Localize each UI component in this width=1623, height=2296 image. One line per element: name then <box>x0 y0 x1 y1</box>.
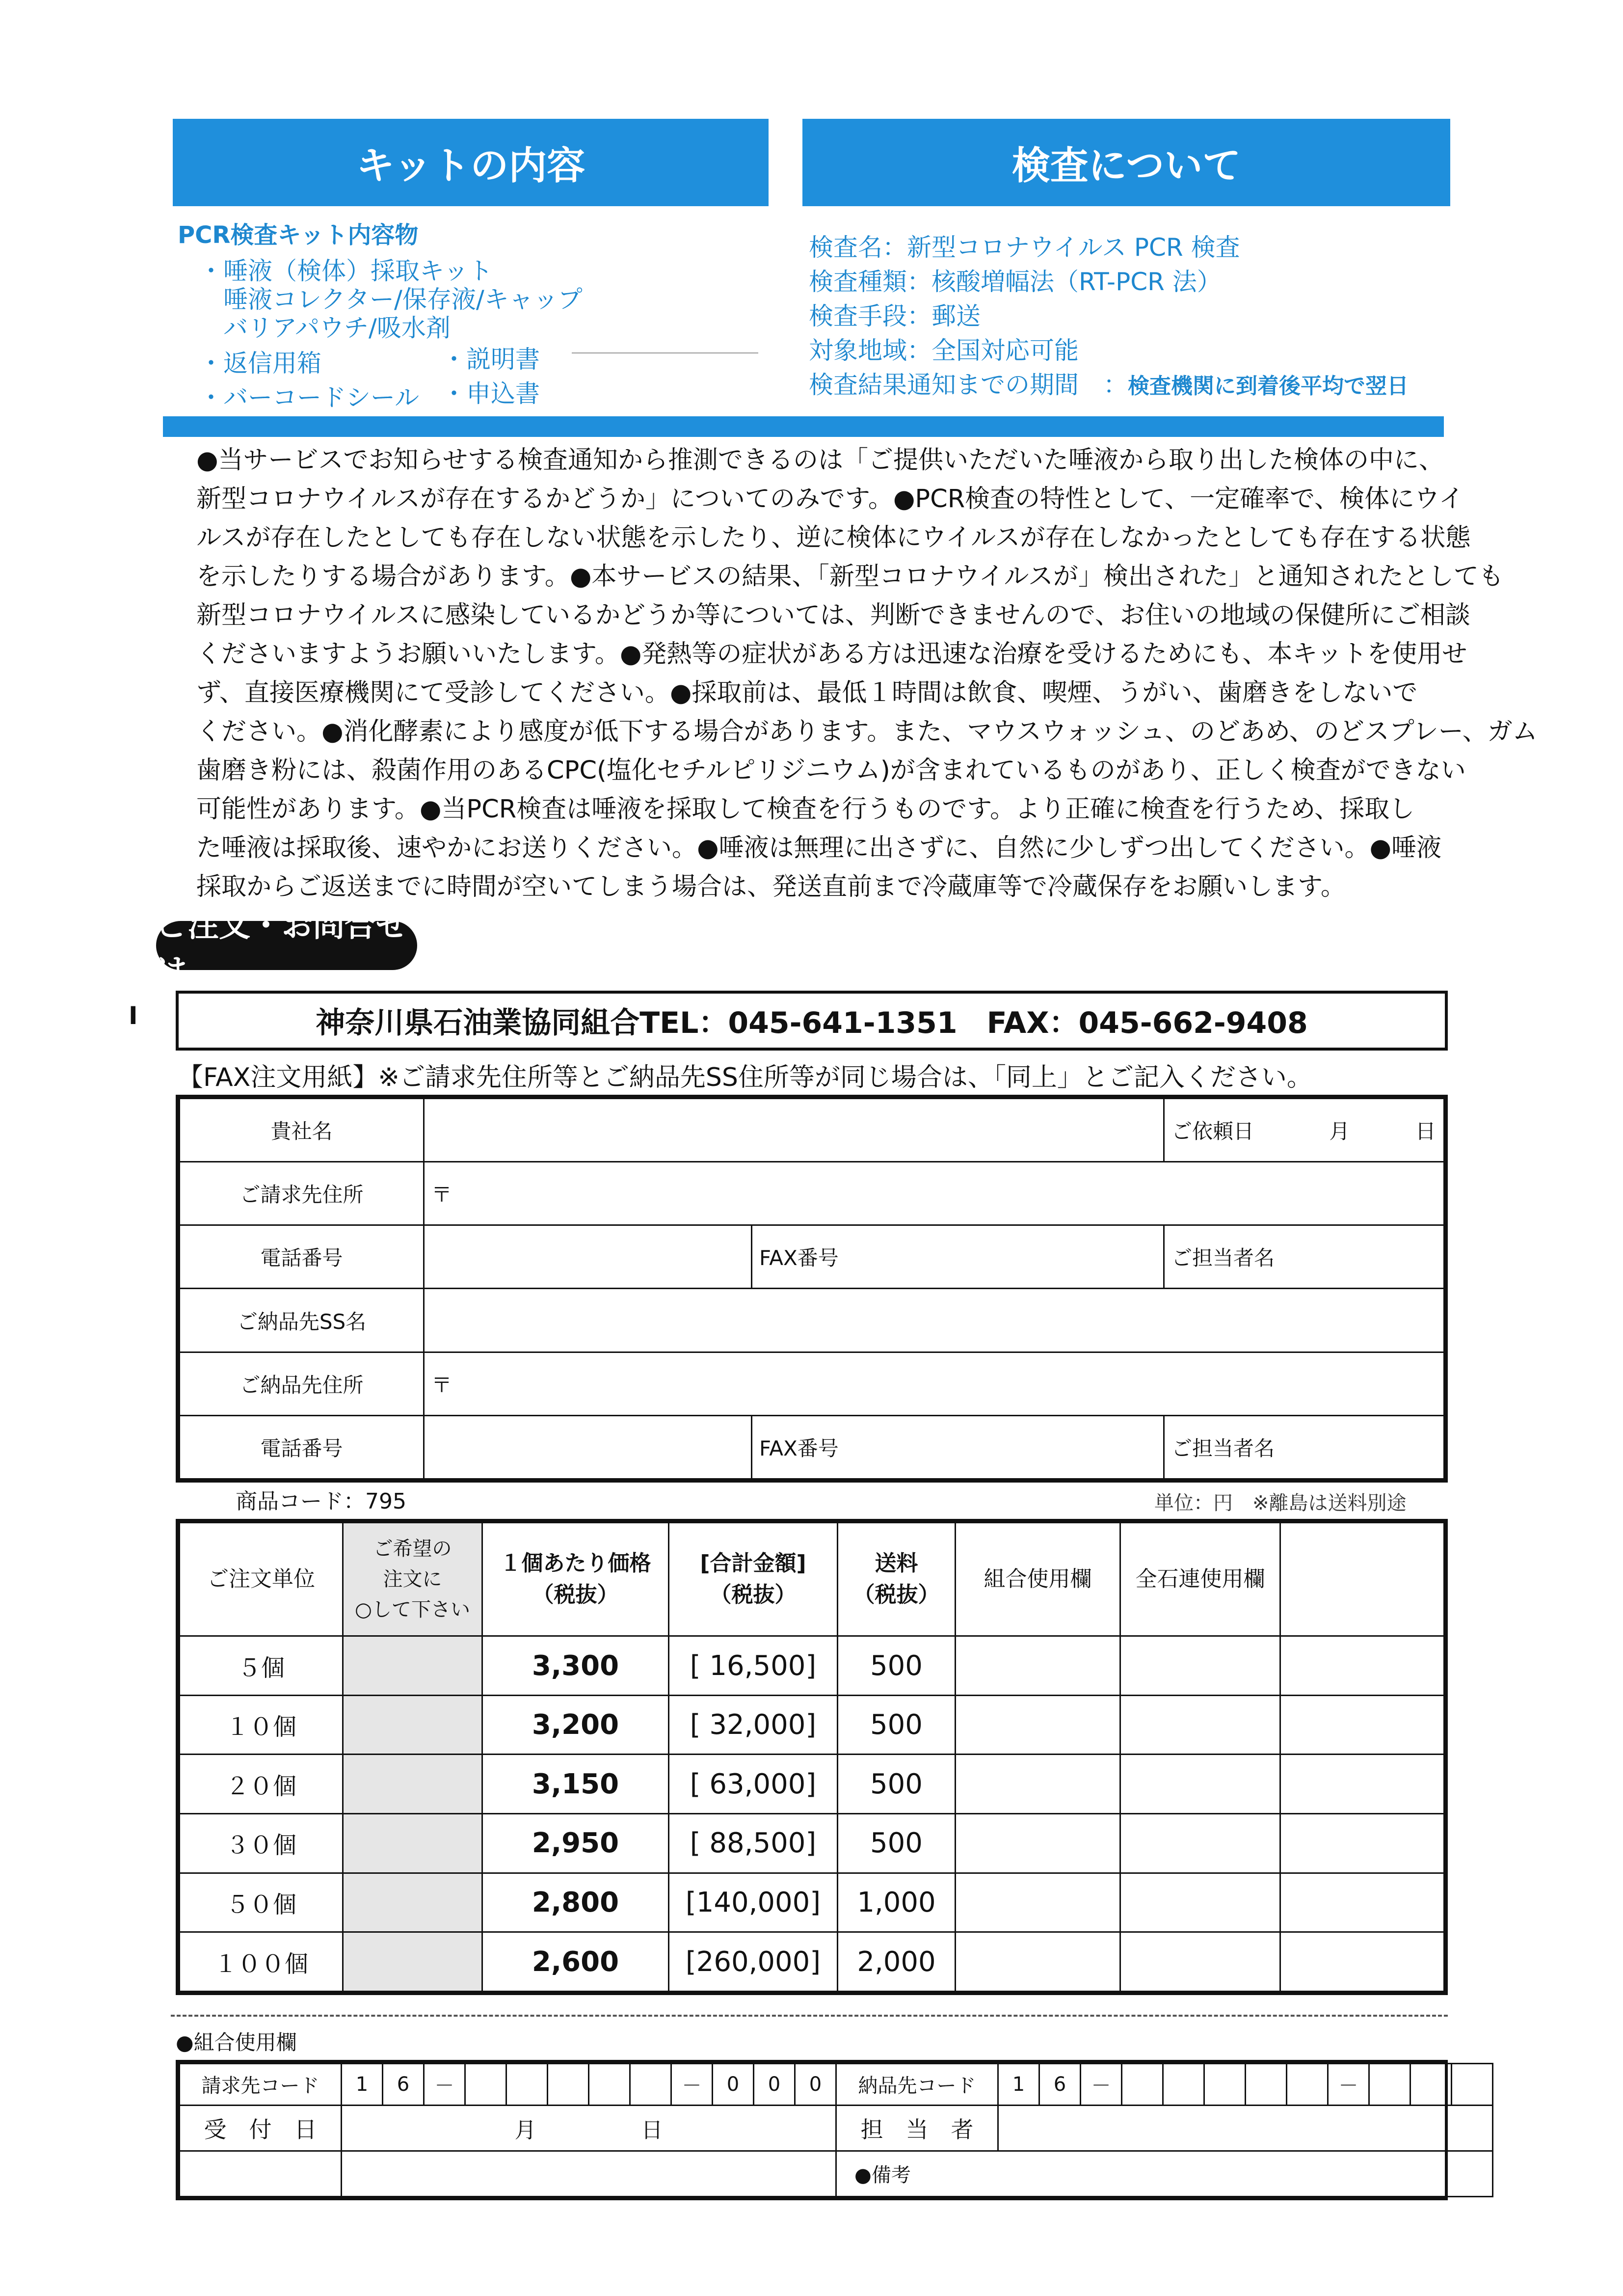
margin-mark: I <box>129 1001 138 1030</box>
delivery-code-label: 納品先コード <box>836 2064 998 2106</box>
billing-code-label: 請求先コード <box>180 2064 342 2106</box>
contact-box: 神奈川県石油業協同組合TEL：045-641-1351 FAX：045-662-9408 <box>176 991 1448 1051</box>
notice-line: た唾液は採取後、速やかにお送りください。●唾液は無理に出さずに、自然に少しずつ出してください。●唾液 <box>196 834 1442 863</box>
contact-person-label: ご担当者名 <box>1171 1246 1275 1270</box>
blank-cell <box>1280 1814 1444 1873</box>
union-use-header: 組合使用欄 <box>956 1523 1120 1636</box>
unit-cell: １００個 <box>180 1932 343 1992</box>
notice-text <box>196 441 1538 906</box>
unit-cell: ５個 <box>180 1636 343 1696</box>
customer-form <box>176 1095 1448 1483</box>
shipping-cell: 1,000 <box>838 1873 956 1932</box>
delivery-digit[interactable] <box>1452 2064 1493 2106</box>
phone-label: 電話番号 <box>180 1225 424 1289</box>
delivery-digit[interactable] <box>1246 2064 1287 2106</box>
unit-cell: ２０個 <box>180 1755 343 1814</box>
notice-line: ください。●消化酵素により感度が低下する場合があります。また、マウスウォッシュ、のどあめ、のどスプレー、ガム <box>196 717 1538 746</box>
dashed-separator <box>171 2015 1448 2017</box>
price-header-line: １個あたり価格 <box>500 1551 651 1576</box>
fax-note: 【FAX注文用紙】※ご請求先住所等とご納品先SS住所等が同じ場合は、「同上」とご記入ください。 <box>178 1063 1312 1092</box>
delivery-digit[interactable] <box>1122 2064 1163 2106</box>
shipping-header-line: （税抜） <box>853 1582 940 1608</box>
notice-line: 新型コロナウイルスが存在するかどうか」についてのみです。●PCR検査の特性として、一定確率で、検体にウイ <box>196 485 1464 513</box>
contact-person-input[interactable] <box>1164 1225 1444 1289</box>
month-label: 月 <box>1329 1119 1350 1144</box>
shipping-header-line: 送料 <box>875 1551 918 1576</box>
ss-name-label: ご納品先SS名 <box>180 1289 424 1352</box>
table-row <box>180 1755 1444 1814</box>
delivery-digit[interactable]: － <box>1328 2064 1369 2106</box>
unit-cell: ３０個 <box>180 1814 343 1873</box>
delivery-digit[interactable] <box>1204 2064 1246 2106</box>
table-row <box>180 1636 1444 1696</box>
table-row <box>180 1814 1444 1873</box>
table-row <box>180 1873 1444 1932</box>
table-row <box>180 1695 1444 1755</box>
total-cell: [ 32,000] <box>669 1695 838 1755</box>
exam-line: 検査名：新型コロナウイルス PCR 検査 <box>809 233 1240 262</box>
blank-cell <box>1280 1932 1444 1992</box>
zensekiren-cell <box>1120 1873 1280 1932</box>
ship-address-label: ご納品先住所 <box>180 1352 424 1415</box>
price-header <box>482 1523 669 1636</box>
price-cell: 3,150 <box>482 1755 669 1814</box>
company-input[interactable] <box>424 1099 1164 1162</box>
total-header-line: （税抜） <box>710 1582 797 1608</box>
price-header-line: （税抜） <box>532 1582 619 1608</box>
billing-digit[interactable]: － <box>424 2064 465 2106</box>
kit-title: PCR検査キット内容物 <box>178 221 419 249</box>
fax-label: FAX番号 <box>759 1246 839 1270</box>
postal-mark: 〒 <box>431 1183 452 1207</box>
kit-line: ・バーコードシール <box>199 383 419 412</box>
blue-bar <box>163 416 1444 437</box>
union-cell <box>956 1755 1120 1814</box>
blank-cell <box>1280 1695 1444 1755</box>
exam-header: 検査について <box>802 119 1450 206</box>
product-code: 商品コード：795 <box>236 1489 406 1514</box>
divider <box>572 352 758 353</box>
kit-line: ・説明書 <box>442 345 540 374</box>
price-table-box <box>176 1519 1448 1995</box>
exam-line <box>809 365 1409 401</box>
kit-header: キットの内容 <box>173 119 769 206</box>
bill-address-label: ご請求先住所 <box>180 1162 424 1225</box>
received-date-input[interactable] <box>342 2105 836 2151</box>
ship-fax-input[interactable] <box>752 1415 1164 1479</box>
customer-form-table <box>179 1098 1445 1480</box>
ship-address-input[interactable] <box>424 1352 1444 1415</box>
table-row <box>180 1932 1444 1992</box>
remarks-label: ●備考 <box>854 2164 911 2187</box>
wish-cell[interactable] <box>343 1814 482 1873</box>
billing-digit[interactable]: 0 <box>713 2064 754 2106</box>
wish-header-line: ご希望の <box>373 1538 452 1561</box>
price-cell: 2,950 <box>482 1814 669 1873</box>
union-cell <box>956 1814 1120 1873</box>
union-cell <box>956 1695 1120 1755</box>
delivery-digit[interactable] <box>1163 2064 1204 2106</box>
price-table <box>179 1522 1445 1992</box>
billing-digit[interactable] <box>548 2064 589 2106</box>
fax-label: FAX番号 <box>759 1436 839 1460</box>
request-date-cell[interactable] <box>1164 1099 1444 1162</box>
zensekiren-cell <box>1120 1636 1280 1696</box>
zensekiren-cell <box>1120 1755 1280 1814</box>
shipping-cell: 500 <box>838 1814 956 1873</box>
contact-person-label: ご担当者名 <box>1171 1436 1275 1460</box>
billing-digit[interactable]: 0 <box>754 2064 795 2106</box>
exam-line: 検査種類：核酸増幅法（RT-PCR 法） <box>809 268 1222 296</box>
ship-phone-label: 電話番号 <box>180 1415 424 1479</box>
billing-digit[interactable]: 6 <box>383 2064 424 2106</box>
price-cell: 3,300 <box>482 1636 669 1696</box>
blank-cell <box>1280 1873 1444 1932</box>
order-badge: ご注文・お問合せは <box>156 921 417 970</box>
delivery-digit[interactable] <box>1287 2064 1328 2106</box>
total-cell: [ 63,000] <box>669 1755 838 1814</box>
billing-digit[interactable] <box>506 2064 548 2106</box>
wish-cell[interactable] <box>343 1755 482 1814</box>
blank-cell <box>1280 1755 1444 1814</box>
exam-period-value: 検査機関に到着後平均で翌日 <box>1128 374 1409 399</box>
price-cell: 3,200 <box>482 1695 669 1755</box>
billing-digit[interactable]: 0 <box>795 2064 836 2106</box>
total-cell: [260,000] <box>669 1932 838 1992</box>
billing-digit[interactable] <box>630 2064 671 2106</box>
request-date-label: ご依頼日 <box>1171 1119 1254 1144</box>
delivery-digit[interactable] <box>1369 2064 1410 2106</box>
received-date-label: 受 付 日 <box>180 2105 342 2151</box>
month-label: 月 <box>514 2117 536 2143</box>
notice-line: ず、直接医療機関にて受診してください。●採取前は、最低１時間は飲食、喫煙、うがい、歯磨きをしないで <box>196 678 1418 707</box>
delivery-digit[interactable]: 6 <box>1039 2064 1081 2106</box>
unit-cell: １０個 <box>180 1695 343 1755</box>
notice-line: くださいますようお願いいたします。●発熱等の症状がある方は迅速な治療を受けるためにも、本キットを使用せ <box>196 640 1467 669</box>
union-table-box <box>176 2060 1448 2200</box>
price-cell: 2,600 <box>482 1932 669 1992</box>
bill-address-input[interactable] <box>424 1162 1444 1225</box>
kit-line: 唾液コレクター/保存液/キャップ <box>223 285 583 314</box>
total-header-line: [合計金額] <box>700 1551 806 1576</box>
fax-input[interactable] <box>752 1225 1164 1289</box>
union-cell <box>956 1636 1120 1696</box>
billing-digit[interactable]: 1 <box>342 2064 383 2106</box>
company-label: 貴社名 <box>180 1099 424 1162</box>
wish-cell[interactable] <box>343 1695 482 1755</box>
kit-line: ・返信用箱 <box>199 349 321 378</box>
zensekiren-cell <box>1120 1814 1280 1873</box>
kit-line: ・申込書 <box>442 379 540 408</box>
zensekiren-cell <box>1120 1695 1280 1755</box>
wish-cell[interactable] <box>343 1873 482 1932</box>
zensekiren-header: 全石連使用欄 <box>1120 1523 1280 1636</box>
blank-cell <box>180 2151 342 2196</box>
union-cell <box>956 1873 1120 1932</box>
notice-line: ルスが存在したとしても存在しない状態を示したり、逆に検体にウイルスが存在しなかったとしても存在する状態 <box>196 523 1471 552</box>
ss-name-input[interactable] <box>424 1289 1444 1352</box>
person-label: 担 当 者 <box>836 2105 998 2151</box>
total-header <box>669 1523 838 1636</box>
unit-note: 単位：円 ※離島は送料別途 <box>1154 1492 1407 1514</box>
blank-cell <box>342 2151 836 2196</box>
wish-cell[interactable] <box>343 1636 482 1696</box>
ship-phone-input[interactable] <box>424 1415 752 1479</box>
billing-digit[interactable] <box>465 2064 506 2106</box>
notice-line: を示したりする場合があります。●本サービスの結果、「新型コロナウイルスが」検出された」と通知されたとしても <box>196 562 1504 591</box>
union-cell <box>956 1932 1120 1992</box>
notice-line: 可能性があります。●当PCR検査は唾液を採取して検査を行うものです。より正確に検査を行うため、採取し <box>196 795 1415 824</box>
delivery-digit[interactable]: 1 <box>998 2064 1039 2106</box>
billing-digit[interactable]: － <box>671 2064 713 2106</box>
phone-input[interactable] <box>424 1225 752 1289</box>
notice-line: ●当サービスでお知らせする検査通知から推測できるのは「ご提供いただいた唾液から取り出した検体の中に、 <box>196 446 1444 475</box>
postal-mark: 〒 <box>431 1373 452 1397</box>
blank-header <box>1280 1523 1444 1636</box>
price-cell: 2,800 <box>482 1873 669 1932</box>
total-cell: [ 88,500] <box>669 1814 838 1873</box>
shipping-cell: 500 <box>838 1636 956 1696</box>
wish-header-line: 注文に <box>383 1568 442 1591</box>
day-label: 日 <box>641 2117 663 2143</box>
exam-period-label: 検査結果通知までの期間 ： <box>809 371 1128 399</box>
person-input[interactable] <box>998 2105 1493 2151</box>
shipping-header <box>838 1523 956 1636</box>
wish-header-line: ○して下さい <box>355 1598 470 1621</box>
blank-cell <box>1280 1636 1444 1696</box>
shipping-cell: 500 <box>838 1755 956 1814</box>
notice-line: 新型コロナウイルスに感染しているかどうか等については、判断できませんので、お住いの地域の保健所にご相談 <box>196 601 1470 630</box>
ship-contact-input[interactable] <box>1164 1415 1444 1479</box>
billing-digit[interactable] <box>589 2064 630 2106</box>
notice-line: 採取からご返送までに時間が空いてしまう場合は、発送直前まで冷蔵庫等で冷蔵保存をお願いします。 <box>196 872 1346 901</box>
kit-line: ・唾液（検体）採取キット <box>199 257 493 285</box>
exam-line: 対象地域：全国対応可能 <box>809 336 1079 365</box>
shipping-cell: 2,000 <box>838 1932 956 1992</box>
wish-header <box>343 1523 482 1636</box>
total-cell: [140,000] <box>669 1873 838 1932</box>
zensekiren-cell <box>1120 1932 1280 1992</box>
kit-line: バリアパウチ/吸水剤 <box>223 314 451 342</box>
unit-cell: ５０個 <box>180 1873 343 1932</box>
wish-cell[interactable] <box>343 1932 482 1992</box>
notice-line: 歯磨き粉には、殺菌作用のあるCPC(塩化セチルピリジニウム)が含まれているものがあり、正しく検査ができない <box>196 756 1466 785</box>
total-cell: [ 16,500] <box>669 1636 838 1696</box>
day-label: 日 <box>1415 1119 1436 1144</box>
unit-header: ご注文単位 <box>180 1523 343 1636</box>
exam-line: 検査手段：郵送 <box>809 302 981 330</box>
delivery-digit[interactable] <box>1410 2064 1452 2106</box>
delivery-digit[interactable]: － <box>1081 2064 1122 2106</box>
union-table <box>179 2063 1493 2197</box>
union-section-title: ●組合使用欄 <box>176 2030 297 2054</box>
remarks-cell[interactable] <box>836 2151 1493 2196</box>
shipping-cell: 500 <box>838 1695 956 1755</box>
